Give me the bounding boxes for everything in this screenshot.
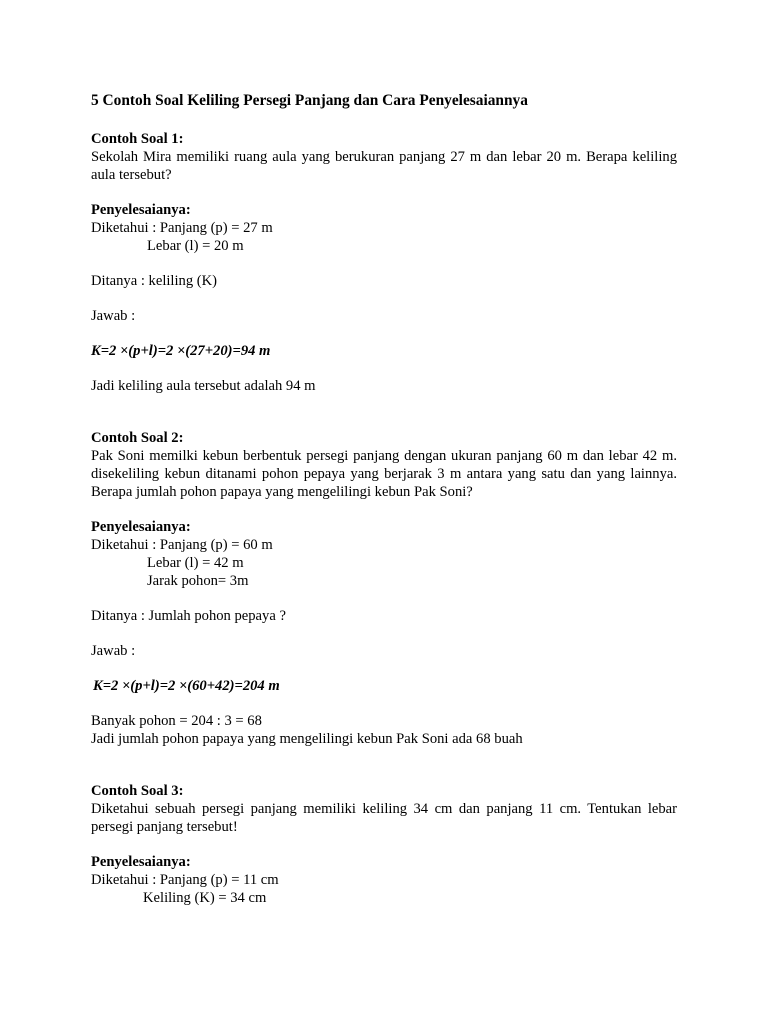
example-1-formula: K=2 ×(p+l)=2 ×(27+20)=94 m [91, 343, 271, 359]
example-2-solution-heading: Penyelesaianya: [91, 519, 191, 535]
example-2 [91, 429, 677, 748]
example-2-asked: Ditanya : Jumlah pohon pepaya ? [91, 608, 286, 624]
example-1-known-length: Diketahui : Panjang (p) = 27 m [91, 220, 273, 236]
example-3-heading: Contoh Soal 3: [91, 783, 184, 799]
example-3 [91, 782, 677, 907]
example-1-asked: Ditanya : keliling (K) [91, 273, 218, 289]
example-2-conclusion: Jadi jumlah pohon papaya yang mengelilingi kebun Pak Soni ada 68 buah [91, 731, 523, 747]
example-3-known-perimeter: Keliling (K) = 34 cm [143, 890, 267, 906]
example-2-known-distance: Jarak pohon= 3m [147, 573, 249, 589]
example-2-known-width: Lebar (l) = 42 m [147, 555, 244, 571]
example-2-answer-label: Jawab : [91, 643, 136, 659]
example-1-heading: Contoh Soal 1: [91, 131, 184, 147]
example-1-answer-label: Jawab : [91, 308, 136, 324]
example-2-known-length: Diketahui : Panjang (p) = 60 m [91, 537, 273, 553]
example-2-question: Pak Soni memilki kebun berbentuk persegi panjang dengan ukuran panjang 60 m dan lebar 42 m. disekeliling kebun ditanami pohon pepaya yang berjarak 3 m antara yang satu dan yang lainnya. Berapa jumlah pohon papaya yang mengelilingi kebun Pak Soni? [91, 448, 677, 500]
example-2-calculation: Banyak pohon = 204 : 3 = 68 [91, 713, 262, 729]
document-title: 5 Contoh Soal Keliling Persegi Panjang dan Cara Penyelesaiannya [91, 92, 528, 109]
document-page [91, 92, 677, 907]
example-2-heading: Contoh Soal 2: [91, 430, 184, 446]
example-1-conclusion: Jadi keliling aula tersebut adalah 94 m [91, 378, 316, 394]
example-3-question: Diketahui sebuah persegi panjang memiliki keliling 34 cm dan panjang 11 cm. Tentukan lebar persegi panjang tersebut! [91, 801, 677, 835]
example-1-question: Sekolah Mira memiliki ruang aula yang berukuran panjang 27 m dan lebar 20 m. Berapa keliling aula tersebut? [91, 149, 677, 183]
example-1-known-width: Lebar (l) = 20 m [147, 238, 244, 254]
example-3-solution-heading: Penyelesaianya: [91, 854, 191, 870]
example-1 [91, 130, 677, 395]
example-1-solution-heading: Penyelesaianya: [91, 202, 191, 218]
example-2-formula: K=2 ×(p+l)=2 ×(60+42)=204 m [93, 678, 280, 694]
example-3-known-length: Diketahui : Panjang (p) = 11 cm [91, 872, 279, 888]
